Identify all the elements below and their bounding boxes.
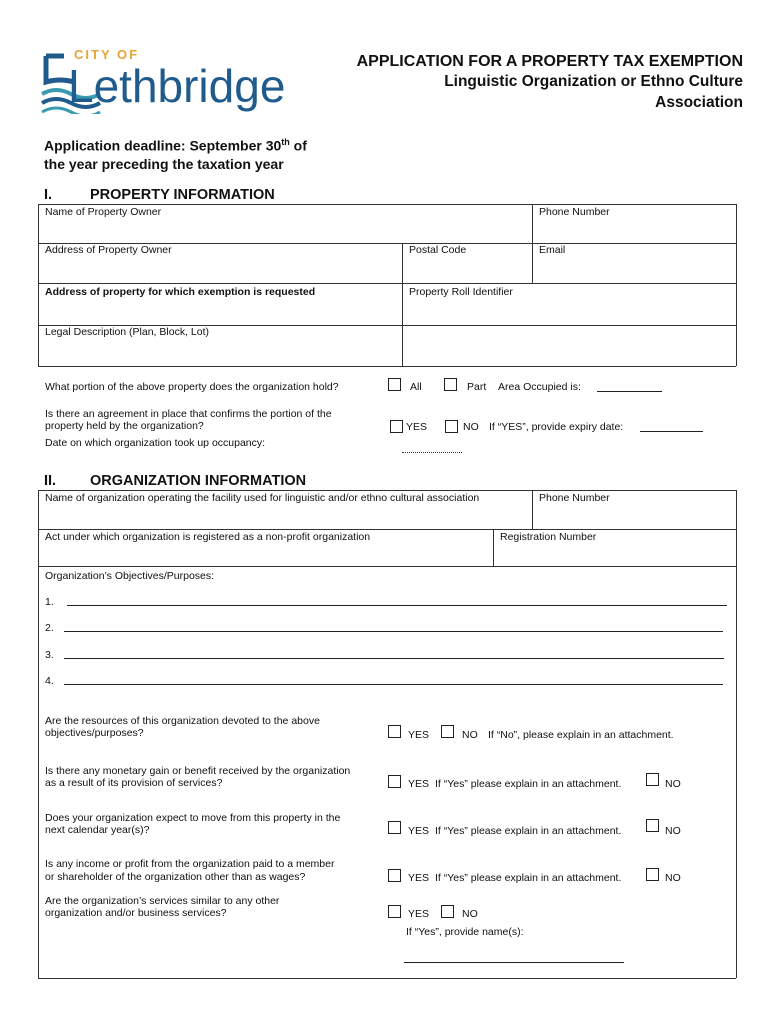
grid-line <box>38 204 39 366</box>
income-question-1: Is any income or profit from the organization paid to a member <box>45 858 335 870</box>
objective-line-1[interactable] <box>67 605 727 606</box>
owner-name-field[interactable]: Name of Property Owner <box>45 206 162 218</box>
agreement-yes-label: YES <box>406 421 428 433</box>
section-1-number: I. <box>44 187 53 203</box>
monetary-no-label: NO <box>665 778 681 790</box>
income-no-label: NO <box>665 872 681 884</box>
move-no-checkbox[interactable] <box>646 819 659 832</box>
registration-number-field[interactable]: Registration Number <box>500 531 597 543</box>
occupancy-date-input[interactable] <box>402 452 462 453</box>
monetary-question-2: as a result of its provision of services? <box>45 777 223 789</box>
move-question-1: Does your organization expect to move from this property in the <box>45 812 341 824</box>
city-logo <box>40 44 310 116</box>
area-occupied-input[interactable] <box>597 391 662 392</box>
grid-line <box>38 566 736 567</box>
grid-line <box>736 204 737 366</box>
grid-line <box>38 283 736 284</box>
services-question-1: Are the organization’s services similar to any other <box>45 895 280 907</box>
income-yes-note: If “Yes” please explain in an attachment. <box>435 872 622 884</box>
expiry-date-label: If “YES”, provide expiry date: <box>489 421 624 433</box>
part-checkbox[interactable] <box>444 378 457 391</box>
grid-line <box>38 978 736 979</box>
grid-line <box>402 243 403 366</box>
monetary-no-checkbox[interactable] <box>646 773 659 786</box>
monetary-yes-note: If “Yes” please explain in an attachment. <box>435 778 622 790</box>
resources-yes-label: YES <box>408 729 430 741</box>
property-address-field[interactable]: Address of property for which exemption is requested <box>45 286 316 298</box>
form-title: APPLICATION FOR A PROPERTY TAX EXEMPTION <box>356 53 743 70</box>
grid-line <box>38 204 736 205</box>
form-subtitle-2: Association <box>655 94 743 111</box>
expiry-date-input[interactable] <box>640 431 703 432</box>
grid-line <box>38 529 736 530</box>
income-yes-label: YES <box>408 872 430 884</box>
monetary-question-1: Is there any monetary gain or benefit received by the organization <box>45 765 351 777</box>
portion-question: What portion of the above property does the organization hold? <box>45 381 339 393</box>
monetary-yes-label: YES <box>408 778 430 790</box>
all-label: All <box>410 381 422 393</box>
legal-description-field[interactable]: Legal Description (Plan, Block, Lot) <box>45 326 209 338</box>
occupancy-date-label: Date on which organization took up occupancy: <box>45 437 266 449</box>
section-2-number: II. <box>44 473 57 489</box>
objective-number: 1. <box>45 596 54 608</box>
postal-code-field[interactable]: Postal Code <box>409 244 467 256</box>
owner-phone-field[interactable]: Phone Number <box>539 206 610 218</box>
resources-question-1: Are the resources of this organization devoted to the above <box>45 715 320 727</box>
move-yes-checkbox[interactable] <box>388 821 401 834</box>
objective-number: 3. <box>45 649 54 661</box>
agreement-yes-checkbox[interactable] <box>390 420 403 433</box>
resources-no-label: NO <box>462 729 478 741</box>
services-names-input[interactable] <box>404 962 624 963</box>
services-question-2: organization and/or business services? <box>45 907 227 919</box>
resources-no-note: If “No”, please explain in an attachment. <box>488 729 674 741</box>
move-yes-label: YES <box>408 825 430 837</box>
owner-address-field[interactable]: Address of Property Owner <box>45 244 172 256</box>
act-field[interactable]: Act under which organization is registered as a non-profit organization <box>45 531 371 543</box>
agreement-no-label: NO <box>463 421 479 433</box>
section-1-title: PROPERTY INFORMATION <box>90 187 275 203</box>
services-yes-checkbox[interactable] <box>388 905 401 918</box>
services-no-label: NO <box>462 908 478 920</box>
monetary-yes-checkbox[interactable] <box>388 775 401 788</box>
grid-line <box>532 204 533 283</box>
part-label: Part <box>467 381 487 393</box>
logo-name: Lethbridge <box>68 60 286 112</box>
form-subtitle-1: Linguistic Organization or Ethno Culture <box>444 73 743 90</box>
section-2-title: ORGANIZATION INFORMATION <box>90 473 307 489</box>
agreement-question-1: Is there an agreement in place that confirms the portion of the <box>45 408 332 420</box>
application-deadline: Application deadline: September 30th of the year preceding the taxation year <box>44 137 307 172</box>
agreement-question-2: property held by the organization? <box>45 420 204 432</box>
grid-line <box>493 529 494 566</box>
services-no-checkbox[interactable] <box>441 905 454 918</box>
services-yes-label: YES <box>408 908 430 920</box>
resources-no-checkbox[interactable] <box>441 725 454 738</box>
income-no-checkbox[interactable] <box>646 868 659 881</box>
objective-number: 2. <box>45 622 54 634</box>
move-yes-note: If “Yes” please explain in an attachment. <box>435 825 622 837</box>
objective-line-2[interactable] <box>64 631 723 632</box>
objective-line-4[interactable] <box>64 684 723 685</box>
services-yes-note: If “Yes”, provide name(s): <box>406 926 524 938</box>
grid-line <box>532 490 533 529</box>
resources-yes-checkbox[interactable] <box>388 725 401 738</box>
grid-line <box>38 366 736 367</box>
grid-line <box>38 490 736 491</box>
roll-identifier-field[interactable]: Property Roll Identifier <box>409 286 513 298</box>
income-question-2: or shareholder of the organization other than as wages? <box>45 871 306 883</box>
objective-number: 4. <box>45 675 54 687</box>
income-yes-checkbox[interactable] <box>388 869 401 882</box>
move-no-label: NO <box>665 825 681 837</box>
org-phone-field[interactable]: Phone Number <box>539 492 610 504</box>
objectives-label: Organization’s Objectives/Purposes: <box>45 570 215 582</box>
grid-line <box>38 490 39 978</box>
agreement-no-checkbox[interactable] <box>445 420 458 433</box>
email-field[interactable]: Email <box>539 244 566 256</box>
area-occupied-label: Area Occupied is: <box>498 381 581 393</box>
org-name-field[interactable]: Name of organization operating the facility used for linguistic and/or ethno cultural association <box>45 492 480 504</box>
resources-question-2: objectives/purposes? <box>45 727 144 739</box>
move-question-2: next calendar year(s)? <box>45 824 150 836</box>
logo-city-of: CITY OF <box>74 47 140 62</box>
all-checkbox[interactable] <box>388 378 401 391</box>
grid-line <box>736 490 737 978</box>
objective-line-3[interactable] <box>64 658 724 659</box>
